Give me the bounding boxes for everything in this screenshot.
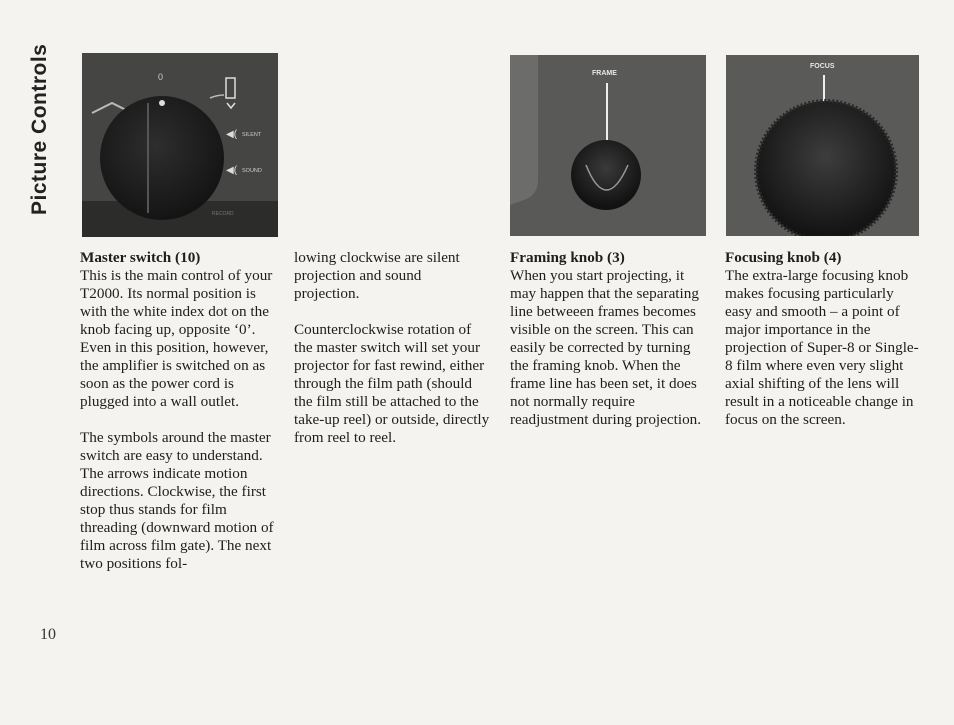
master-switch-paragraph-1: This is the main control of your T2000. Its normal position is with the white index dot on the knob facing up, opposite ‘0’. Even in this position, however, the amplifier is switched on as soon as the power cord is plugged into a wall outlet. [80, 267, 273, 410]
framing-knob[interactable] [571, 140, 641, 210]
silent-arrow-icon: ◀( [226, 129, 238, 140]
column-framing-knob [510, 249, 708, 429]
index-dot-icon [159, 100, 165, 106]
focusing-knob-paragraph: The extra-large focusing knob makes focusing particularly easy and smooth – a point of major importance in the projection of Super-8 or Single-8 film where even very slight axial shifting of the lens will result in a noticeable change in focus on the screen. [725, 267, 919, 428]
framing-knob-photo [510, 55, 706, 236]
continued-paragraph-2: Counterclockwise rotation of the master switch will set your projector for fast rewind, either through the film path (should the film still be attached to the take-up reel) or outside, directly from reel to reel. [294, 321, 490, 446]
frame-label: FRAME [592, 70, 617, 77]
focus-label: FOCUS [810, 63, 835, 70]
page-number: 10 [40, 626, 56, 643]
focusing-knob-photo [726, 55, 919, 236]
sound-label: SOUND [242, 168, 262, 174]
focusing-knob[interactable] [756, 101, 896, 236]
page-section-title: Picture Controls [28, 43, 51, 215]
framing-knob-heading: Framing knob (3) [510, 249, 625, 266]
column-focusing-knob [725, 249, 921, 429]
master-switch-heading: Master switch (10) [80, 249, 201, 266]
master-switch-paragraph-2: The symbols around the master switch are easy to understand. The arrows indicate motion directions. Clockwise, the first stop thus stands for film threading (downward motion of film across film gate). The next two positions fol- [80, 429, 274, 572]
framing-knob-paragraph: When you start projecting, it may happen that the separating line betweeen frames becomes visible on the screen. This can easily be corrected by turning the framing knob. When the frame line has been set, it does not normally require readjustment during projection. [510, 267, 702, 428]
master-switch-photo [82, 53, 278, 237]
zero-mark: 0 [158, 72, 164, 82]
column-continued [294, 249, 490, 447]
sound-arrow-icon: ◀( [226, 165, 238, 176]
master-switch-knob[interactable] [100, 96, 224, 220]
record-label: RECORD [212, 211, 234, 217]
continued-paragraph-1: lowing clockwise are silent projection and sound projection. [294, 249, 460, 302]
column-master-switch [80, 249, 276, 573]
focusing-knob-heading: Focusing knob (4) [725, 249, 842, 266]
silent-label: SILENT [242, 132, 262, 138]
